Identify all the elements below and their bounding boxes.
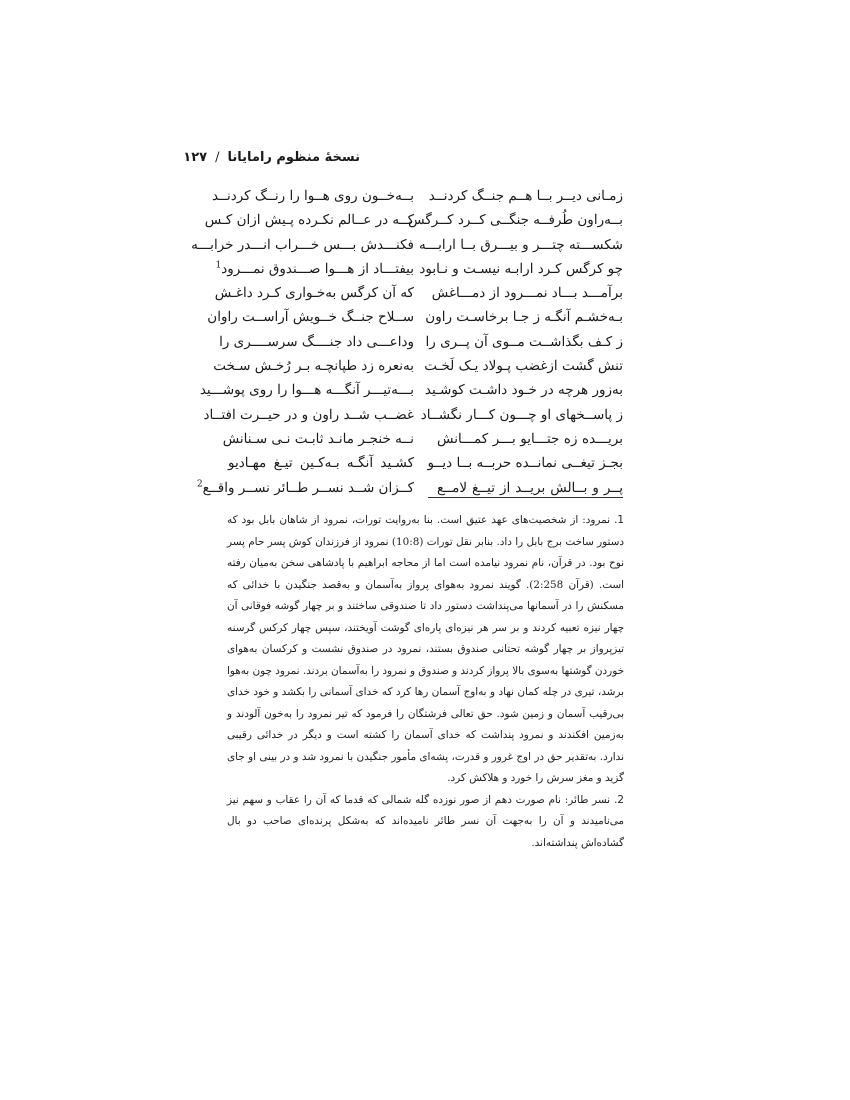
page-number: ۱۲۷ (183, 150, 208, 165)
verse-text: ز کـف بگذاشــت مــوی آن پــری را (425, 333, 623, 350)
verse-text: کــه در عــالم نکـرده پـیش ازان کـس (204, 212, 414, 229)
footnote (227, 510, 624, 790)
poem-column-left (191, 184, 414, 500)
verse-text: بجـز تیغــی نمانــده حربــه بــا دیــو (427, 455, 623, 472)
running-header (183, 150, 360, 165)
footnote-marker[interactable]: 1 (215, 260, 222, 271)
poem-body (191, 184, 623, 500)
verse-text: غضــب شــد راون و در حیــرت افتــاد (203, 406, 414, 423)
verse-line (222, 427, 414, 451)
footnote (227, 790, 624, 855)
verse-line (431, 281, 623, 305)
footnote-divider (428, 497, 623, 498)
poem-column-right (408, 184, 623, 500)
verse-text: بـه‌خشـم آنگـه ز جـا برخاسـت راون (425, 309, 623, 326)
verse-line (437, 427, 623, 451)
verse-text: به‌نعره زد طپانچـه بـر رُخـش سـخت (213, 358, 414, 375)
footnotes (227, 510, 624, 854)
verse-text: چو کرگس کـرد ارابـه نیسـت و نـابود (419, 260, 623, 277)
verse-text: بــه‌خــون روی هــوا را رنــگ کردنــد (211, 188, 414, 204)
verse-line (228, 451, 414, 475)
verse-line (427, 451, 623, 475)
header-title: نسخهٔ منظوم رامایانا (227, 150, 360, 165)
footnote-number: 2. (614, 793, 624, 806)
verse-text: تنش گشت ازغضب پـولاد یـک لَخـت (424, 358, 623, 375)
verse-line (214, 281, 414, 305)
verse-text: کــزان شــد نســر طــائر نســر واقــع (202, 479, 414, 496)
verse-text: به‌زور هرچه در خـود داشـت کوشـید (424, 382, 623, 399)
verse-text: شکســـته چتـــر و بیـــرق بــا ارابـــه (419, 236, 623, 253)
verse-line (215, 257, 414, 281)
verse-line (207, 305, 414, 329)
verse-text: کشـید آنگـه بـه‌کـین تیـغ مهـادیو (228, 455, 414, 472)
verse-line (196, 476, 414, 500)
verse-line (213, 354, 414, 378)
verse-line (419, 257, 623, 281)
verse-text: بیفتـــاد از هـــوا صـــندوق نمـــرود (221, 260, 414, 277)
verse-line (420, 403, 623, 427)
verse-line (425, 305, 623, 329)
verse-text: بــه‌راون طُرفــه جنگــی کــرد کــرگس (408, 212, 623, 229)
verse-line (203, 403, 414, 427)
verse-text: که آن کرگس به‌خـواری کـرد داغـش (214, 285, 414, 302)
verse-line (428, 184, 623, 208)
verse-line (425, 330, 623, 354)
verse-line (191, 233, 414, 257)
verse-text: برآمـــد بـــاد نمـــرود از دمـــاغش (431, 285, 623, 302)
verse-text: نــه خنجـر مانـد ثابـت نـی سـنانش (222, 430, 414, 447)
verse-line (199, 378, 414, 402)
verse-text: بـــه‌تیـــر آنگـــه هـــوا را روی پوشـــید (199, 382, 414, 399)
verse-text: وداعـــی داد جنــــگ سرســــری را (219, 333, 414, 350)
verse-line (211, 184, 414, 208)
verse-text: فکنـــدش بـــس خـــراب انـــدر خرابـــه (191, 236, 414, 253)
footnote-text: نمرود: از شخصیت‌های عهد عتیق است. بنا به‌روایت تورات، نمرود از شاهان بابل بود که دستور ساخت برج بابل را داد. بنابر نقل تورات (10:8) نمرود از فرزندان کوش پسر حام پسر نوح بود. در قرآن، نام نمرود نیامده است اما از محاجه ابراهیم با پادشاهی سخن به‌میان رفته است. (قرآن 2:258). گویند نمرود به‌هوای پرواز به‌آسمان و به‌قصد جنگیدن با خدائی که مسکنش را در آسمانها می‌پنداشت دستور داد تا صندوقی ساختند و بر چهار گوشه فوقانی آن چهار نیزه تعبیه کردند و بر سر هر نیزه‌ای پاره‌ای گوشت آویختند، سپس چهار کرکس گرسنه تیزپرواز بر چهار گوشه تحتانی صندوق بستند، نمرود در صندوق نشست و کرکسان به‌هوای خوردن گوشتها به‌سوی بالا پرواز کردند و صندوق و نمرود را به‌آسمان بردند. نمرود چون به‌هوا برشد، تیری در چله کمان نهاد و به‌اوج آسمان رها کرد که خدای آسمانی را بکشد و خود خدای بی‌رقیب آسمان و زمین شود. حق تعالی فرشتگان را فرمود که تیر نمرود را به‌خون آلودند و به‌زمین افکندند و نمرود پنداشت که خدای آسمان را کشته است و دیگر در خدائی رقیبی ندارد. به‌تقدیر حق در اوج غرور و قدرت، پشه‌ای مأمور جنگیدن با نمرود شد و در بینی او جای گزید و مغز سرش را خورد و هلاکش کرد. (227, 514, 624, 784)
verse-text: زمـانی دیــر بــا هــم جنــگ کردنــد (428, 188, 623, 204)
verse-text: ز پاســخهای او چـــون کـــار نگشــاد (420, 406, 623, 423)
verse-line (219, 330, 414, 354)
verse-text: پــر و بــالش بریــد از تیــغ لامــع (437, 479, 623, 496)
footnote-text: نسر طائر: نام صورت دهم از صور نوزده گله شمالی که قدما که آن را عقاب و سهم نیز می‌نامیدند و آن را به‌جهت آن نسر طائر نامیده‌اند که به‌شکل پرنده‌ای صاحب دو بال گشاده‌اش پنداشته‌اند. (227, 793, 624, 849)
verse-text: ســلاح جنــگ خــویش آراســت راوان (207, 309, 414, 326)
verse-text: بریـــده زه جتـــایو بـــر کمـــانش (437, 430, 623, 447)
verse-line (424, 378, 623, 402)
verse-line (424, 354, 623, 378)
verse-line (408, 208, 623, 232)
footnote-marker[interactable]: 2 (196, 479, 203, 490)
verse-line (419, 233, 623, 257)
footnote-number: 1. (614, 514, 624, 526)
header-separator: / (215, 150, 220, 165)
verse-line (204, 208, 414, 232)
